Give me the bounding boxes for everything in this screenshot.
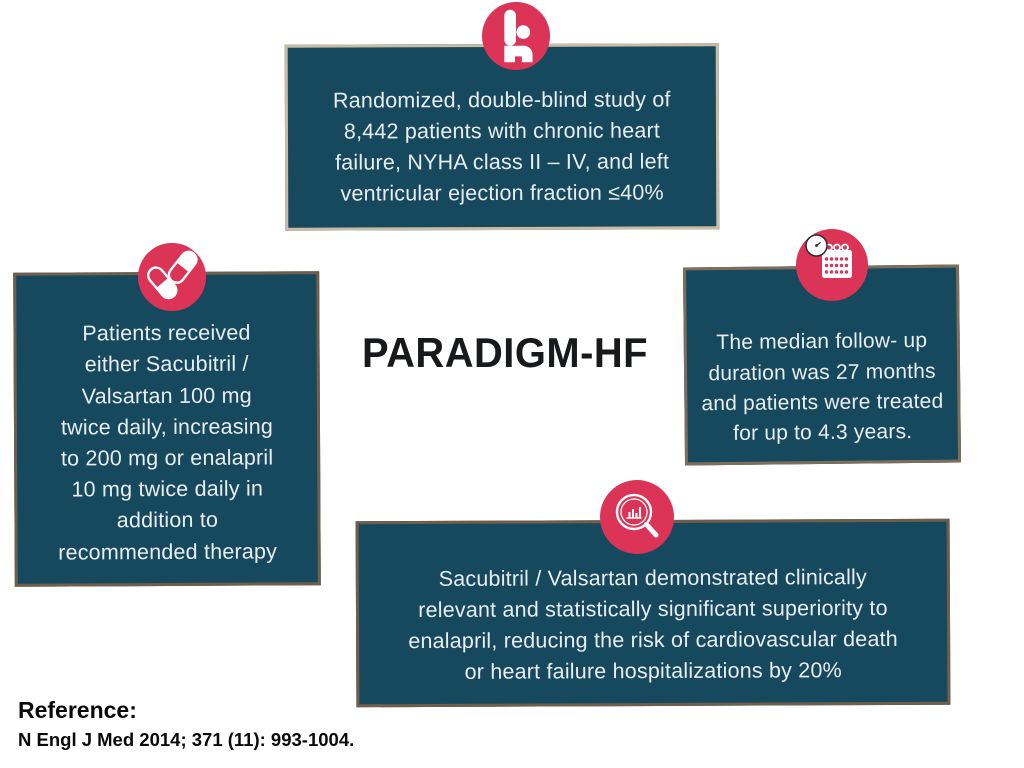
reference-label: Reference:: [18, 697, 137, 723]
study-box: [285, 43, 720, 231]
study-box-text: Randomized, double-blind study of 8,442 patients with chronic heart failure, NYHA class II – IV, and left ventricular ejection fraction ≤40%: [332, 87, 671, 206]
reference-citation: N Engl J Med 2014; 371 (11): 993-1004.: [18, 728, 355, 750]
results-box-text: Sacubitril / Valsartan demonstrated clinically relevant and statistically significant superiority to enalapril, reducing the risk of cardiovascular death or heart failure hospitalizations by 20%: [408, 564, 898, 684]
page-title: PARADIGM-HF: [362, 329, 648, 376]
magnifier-chart-icon: [599, 479, 675, 555]
calendar-clock-icon: [795, 228, 869, 302]
pills-icon: [137, 242, 207, 312]
followup-box-text: The median follow- up duration was 27 months and patients were treated for up to 4.3 years.: [701, 329, 944, 446]
treatment-box: [13, 271, 321, 587]
reference-block: [18, 696, 354, 754]
raised-hand-icon: [481, 1, 551, 71]
treatment-box-text: Patients received either Sacubitril / Valsartan 100 mg twice daily, increasing to 200 mg or enalapril 10 mg twice daily in addition to recommended therapy: [58, 320, 278, 565]
